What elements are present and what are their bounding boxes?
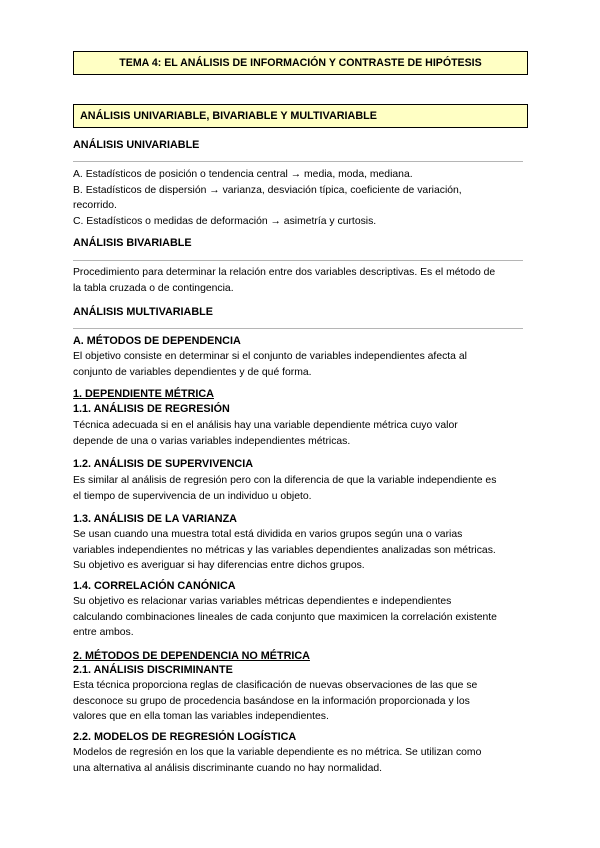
divider — [73, 260, 523, 261]
canonica-heading: 1.4. CORRELACIÓN CANÓNICA — [73, 580, 236, 592]
dependencia-text: El objetivo consiste en determinar si el conjunto de variables independientes afecta al conjunto de variables dependientes y de qué forma. — [73, 351, 467, 378]
divider — [73, 328, 523, 329]
univariable-heading: ANÁLISIS UNIVARIABLE — [73, 139, 200, 151]
varianza-text: Se usan cuando una muestra total está dividida en varios grupos según una o varias variables independientes no métricas y las variables dependientes analizadas son métricas. Su objetivo es averiguar si hay diferencias entre dichos grupos. — [73, 529, 496, 571]
supervivencia-text: Es similar al análisis de regresión pero con la diferencia de que la variable independiente es el tiempo de supervivencia de un individuo u objeto. — [73, 475, 497, 502]
univariable-text: A. Estadísticos de posición o tendencia central → media, moda, mediana. B. Estadísticos de dispersión → varianza, desviación típica, coeficiente de variación, recorrido. C. Estadísticos o medidas de deformación → asimetría y curtosis. — [73, 169, 462, 227]
discriminante-heading: 2.1. ANÁLISIS DISCRIMINANTE — [73, 664, 233, 676]
multivariable-heading: ANÁLISIS MULTIVARIABLE — [73, 306, 213, 318]
canonica-text: Su objetivo es relacionar varias variables métricas dependientes e independientes calculando combinaciones lineales de cada conjunto que maximicen la correlación existente entre ambos. — [73, 596, 497, 638]
regresion-text: Técnica adecuada si en el análisis hay una variable dependiente métrica cuyo valor depende de una o varias variables independientes métricas. — [73, 420, 458, 447]
section-banner: ANÁLISIS UNIVARIABLE, BIVARIABLE Y MULTIVARIABLE — [73, 104, 528, 128]
dependencia-heading: A. MÉTODOS DE DEPENDENCIA — [73, 335, 241, 347]
bivariable-text: Procedimiento para determinar la relación entre dos variables descriptivas. Es el método de la tabla cruzada o de contingencia. — [73, 267, 496, 294]
bivariable-heading: ANÁLISIS BIVARIABLE — [73, 237, 192, 249]
discriminante-text: Esta técnica proporciona reglas de clasificación de nuevas observaciones de las que se desconoce su grupo de procedencia basándose en la información proporcionada y los valores que en ella toman las variables independientes. — [73, 680, 478, 722]
no-metrica-heading: 2. MÉTODOS DE DEPENDENCIA NO MÉTRICA — [73, 650, 310, 662]
logistica-heading: 2.2. MODELOS DE REGRESIÓN LOGÍSTICA — [73, 731, 297, 743]
metrica-heading: 1. DEPENDIENTE MÉTRICA — [73, 388, 214, 400]
logistica-text: Modelos de regresión en los que la variable dependiente es no métrica. Se utilizan como una alternativa al análisis discriminante cuando no hay normalidad. — [73, 747, 482, 774]
regresion-heading: 1.1. ANÁLISIS DE REGRESIÓN — [73, 403, 230, 415]
divider — [73, 161, 523, 162]
supervivencia-heading: 1.2. ANÁLISIS DE SUPERVIVENCIA — [73, 458, 253, 470]
title-banner: TEMA 4: EL ANÁLISIS DE INFORMACIÓN Y CONTRASTE DE HIPÓTESIS — [73, 51, 528, 75]
varianza-heading: 1.3. ANÁLISIS DE LA VARIANZA — [73, 513, 237, 525]
